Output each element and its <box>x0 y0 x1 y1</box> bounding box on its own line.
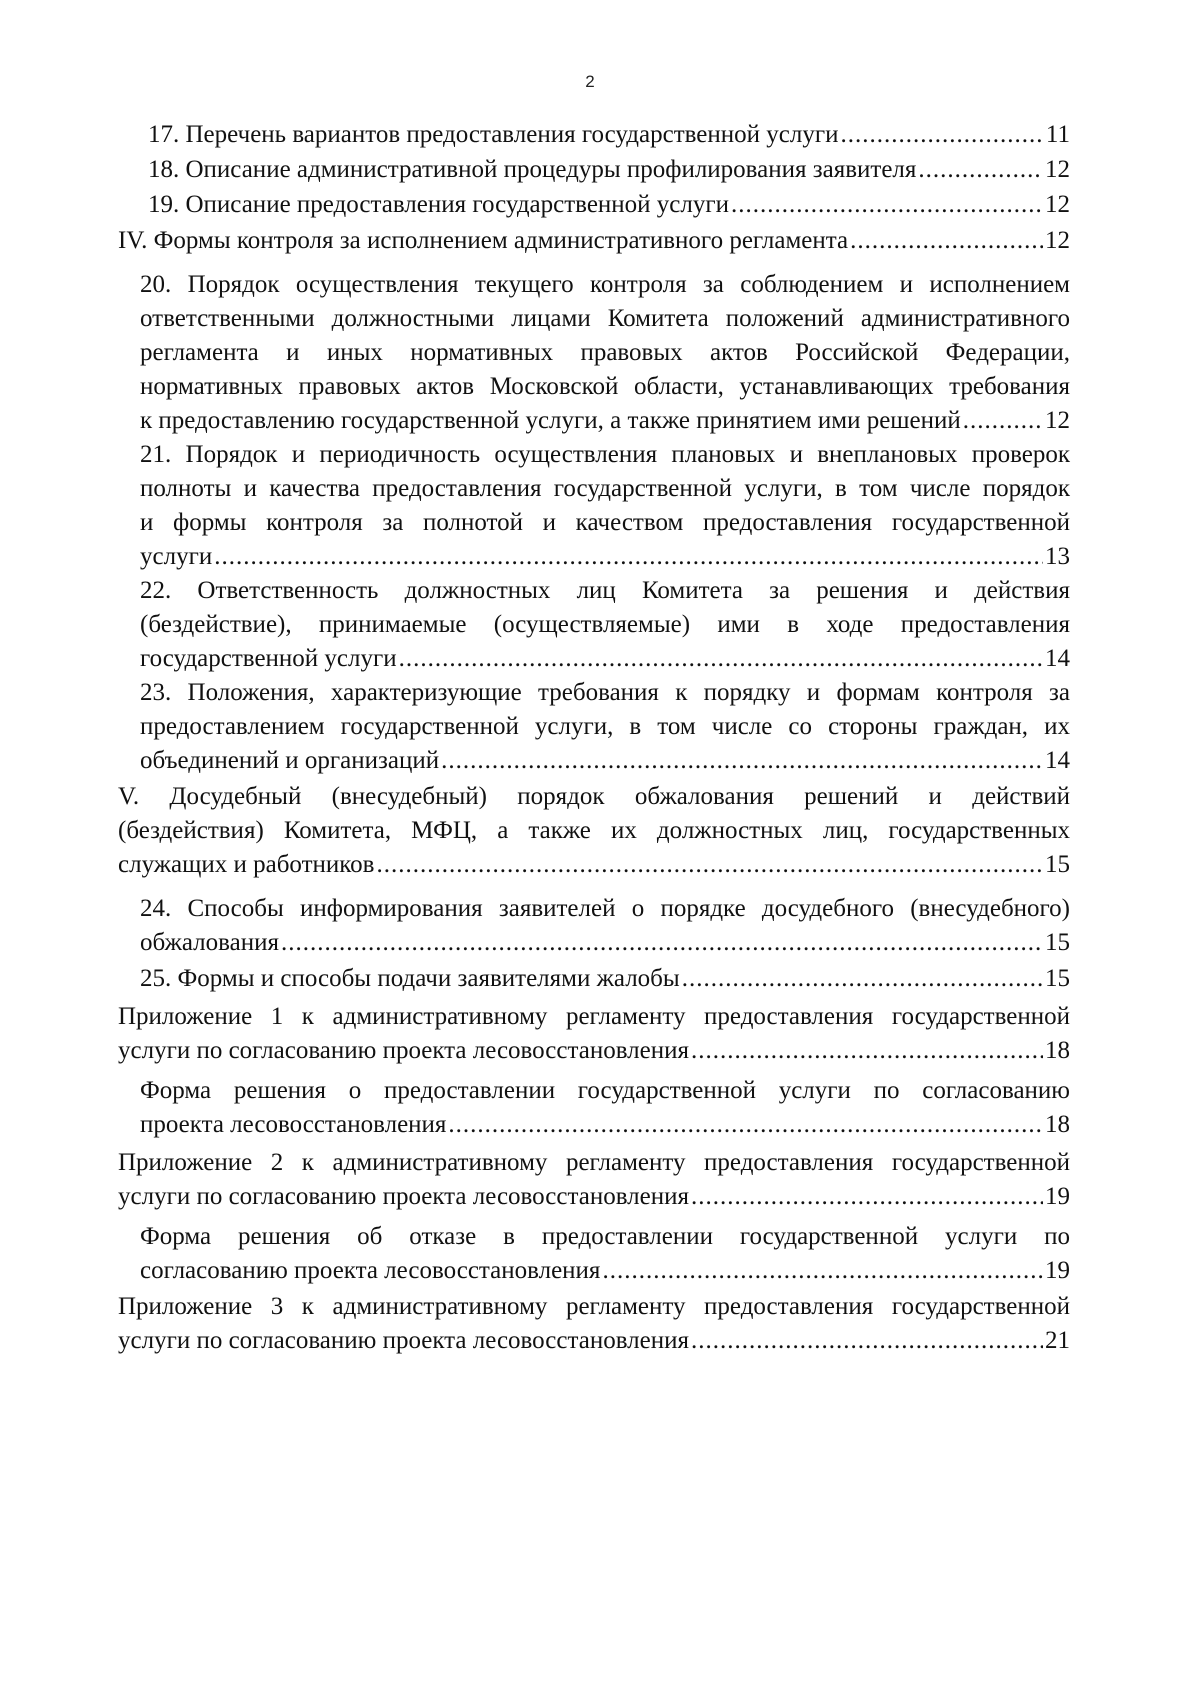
toc-page-number: 19 <box>1045 1183 1070 1210</box>
toc-page-number: 12 <box>1045 156 1070 183</box>
toc-entry-title: услуги по согласованию проекта лесовосстановления <box>118 1183 690 1210</box>
toc-page-number: 21 <box>1045 1327 1070 1354</box>
toc-entry-title: услуги по согласованию проекта лесовосстановления <box>118 1327 690 1354</box>
dot-leader <box>691 1034 1043 1068</box>
toc-entry-last-line <box>140 744 1070 778</box>
toc-entry-title: 18. Описание административной процедуры профилирования заявителя <box>148 156 917 183</box>
toc-entry-title: 25. Формы и способы подачи заявителями жалобы <box>140 965 680 992</box>
toc-entry-line: регламента и иных нормативных правовых актов Российской Федерации, <box>140 339 1070 366</box>
toc-page-number: 15 <box>1045 965 1070 992</box>
toc-entry-last-line <box>140 1254 1070 1288</box>
toc-entry <box>140 892 1070 960</box>
toc-entry-last-line <box>118 1324 1070 1358</box>
toc-entry <box>140 268 1070 438</box>
toc-entry-title: объединений и организаций <box>140 747 440 774</box>
toc-entry-line: Форма решения об отказе в предоставлении государственной услуги по <box>140 1223 1070 1250</box>
dot-leader <box>691 1180 1043 1214</box>
toc-entry-line: 21. Порядок и периодичность осуществления плановых и внеплановых проверок <box>140 441 1070 468</box>
toc-entry-line: 24. Способы информирования заявителей о порядке досудебного (внесудебного) <box>140 895 1070 922</box>
toc-entry-line: Приложение 3 к административному регламенту предоставления государственной <box>118 1293 1070 1320</box>
toc-entry-line: нормативных правовых актов Московской области, устанавливающих требования <box>140 373 1070 400</box>
toc-entry-title: согласованию проекта лесовосстановления <box>140 1257 601 1284</box>
toc-entry-line: (бездействие), принимаемые (осуществляемые) ими в ходе предоставления <box>140 611 1070 638</box>
toc-page-number: 13 <box>1045 543 1070 570</box>
toc-entry <box>140 574 1070 676</box>
toc-page-number: 12 <box>1045 191 1070 218</box>
toc-entry-line: полноты и качества предоставления государственной услуги, в том числе порядок <box>140 475 1070 502</box>
toc-entry <box>140 962 1070 996</box>
toc-entry-line: (бездействия) Комитета, МФЦ, а также их должностных лиц, государственных <box>118 817 1070 844</box>
toc-entry <box>148 188 1070 222</box>
dot-leader <box>214 540 1043 574</box>
dot-leader <box>448 1108 1043 1142</box>
page-number: 2 <box>585 72 595 91</box>
toc-page-number: 14 <box>1045 645 1070 672</box>
toc-entry-last-line <box>118 1180 1070 1214</box>
dot-leader <box>441 744 1043 778</box>
toc-entry-last-line <box>140 926 1070 960</box>
toc-entry <box>140 1074 1070 1142</box>
toc-entry-title: к предоставлению государственной услуги, а также принятием ими решений <box>140 407 961 434</box>
toc-page-number: 19 <box>1045 1257 1070 1284</box>
toc-entry <box>118 780 1070 882</box>
toc-entry-last-line <box>140 642 1070 676</box>
toc-entry-last-line <box>118 224 1070 258</box>
toc-entry-title: государственной услуги <box>140 645 397 672</box>
toc-entry-last-line <box>148 118 1070 152</box>
toc-page-number: 14 <box>1045 747 1070 774</box>
toc-entry-line: 23. Положения, характеризующие требования к порядку и формам контроля за <box>140 679 1070 706</box>
dot-leader <box>731 188 1043 222</box>
dot-leader <box>682 962 1043 996</box>
toc-entry-line: V. Досудебный (внесудебный) порядок обжалования решений и действий <box>118 783 1070 810</box>
dot-leader <box>963 404 1043 438</box>
toc-entry-last-line <box>118 848 1070 882</box>
dot-leader <box>399 642 1043 676</box>
toc-entry-last-line <box>140 540 1070 574</box>
toc-entry-line: 20. Порядок осуществления текущего контроля за соблюдением и исполнением <box>140 271 1070 298</box>
toc-entry <box>118 224 1070 258</box>
toc-entry-last-line <box>148 188 1070 222</box>
toc-entry <box>140 676 1070 778</box>
toc-page-number: 15 <box>1045 851 1070 878</box>
toc-entry-line: Приложение 1 к административному регламенту предоставления государственной <box>118 1003 1070 1030</box>
toc-entry-last-line <box>140 1108 1070 1142</box>
toc-entry-title: услуги по согласованию проекта лесовосстановления <box>118 1037 690 1064</box>
toc-page-number: 18 <box>1045 1111 1070 1138</box>
toc-entry-last-line <box>140 404 1070 438</box>
toc-entry-line: Форма решения о предоставлении государственной услуги по согласованию <box>140 1077 1070 1104</box>
toc-entry-title: IV. Формы контроля за исполнением административного регламента <box>118 227 849 254</box>
toc-entry <box>148 118 1070 152</box>
toc-entry <box>118 1290 1070 1358</box>
toc-entry-title: услуги <box>140 543 213 570</box>
toc-entry-title: проекта лесовосстановления <box>140 1111 447 1138</box>
toc-entry <box>140 1220 1070 1288</box>
toc-entry-line: 22. Ответственность должностных лиц Комитета за решения и действия <box>140 577 1070 604</box>
toc-page-number: 12 <box>1045 227 1070 254</box>
toc-entry-title: обжалования <box>140 929 279 956</box>
toc-entry <box>118 1146 1070 1214</box>
toc-entry <box>118 1000 1070 1068</box>
toc-entry-line: ответственными должностными лицами Комитета положений административного <box>140 305 1070 332</box>
toc-entry-line: Приложение 2 к административному регламенту предоставления государственной <box>118 1149 1070 1176</box>
toc-entry-title: 17. Перечень вариантов предоставления государственной услуги <box>148 121 839 148</box>
dot-leader <box>841 118 1044 152</box>
dot-leader <box>376 848 1043 882</box>
toc-page-number: 11 <box>1045 121 1070 148</box>
toc-entry-last-line <box>148 153 1070 187</box>
dot-leader <box>602 1254 1043 1288</box>
toc-entry-title: служащих и работников <box>118 851 375 878</box>
toc-page-number: 15 <box>1045 929 1070 956</box>
dot-leader <box>691 1324 1043 1358</box>
toc-entry-last-line <box>118 1034 1070 1068</box>
toc-entry-last-line <box>140 962 1070 996</box>
toc-page-number: 12 <box>1045 407 1070 434</box>
toc-entry <box>140 438 1070 574</box>
toc-entry-line: и формы контроля за полнотой и качеством предоставления государственной <box>140 509 1070 536</box>
toc-entry <box>148 153 1070 187</box>
dot-leader <box>918 153 1043 187</box>
toc-entry-title: 19. Описание предоставления государственной услуги <box>148 191 730 218</box>
dot-leader <box>850 224 1043 258</box>
toc-entry-line: предоставлением государственной услуги, в том числе со стороны граждан, их <box>140 713 1070 740</box>
toc-page-number: 18 <box>1045 1037 1070 1064</box>
dot-leader <box>281 926 1043 960</box>
